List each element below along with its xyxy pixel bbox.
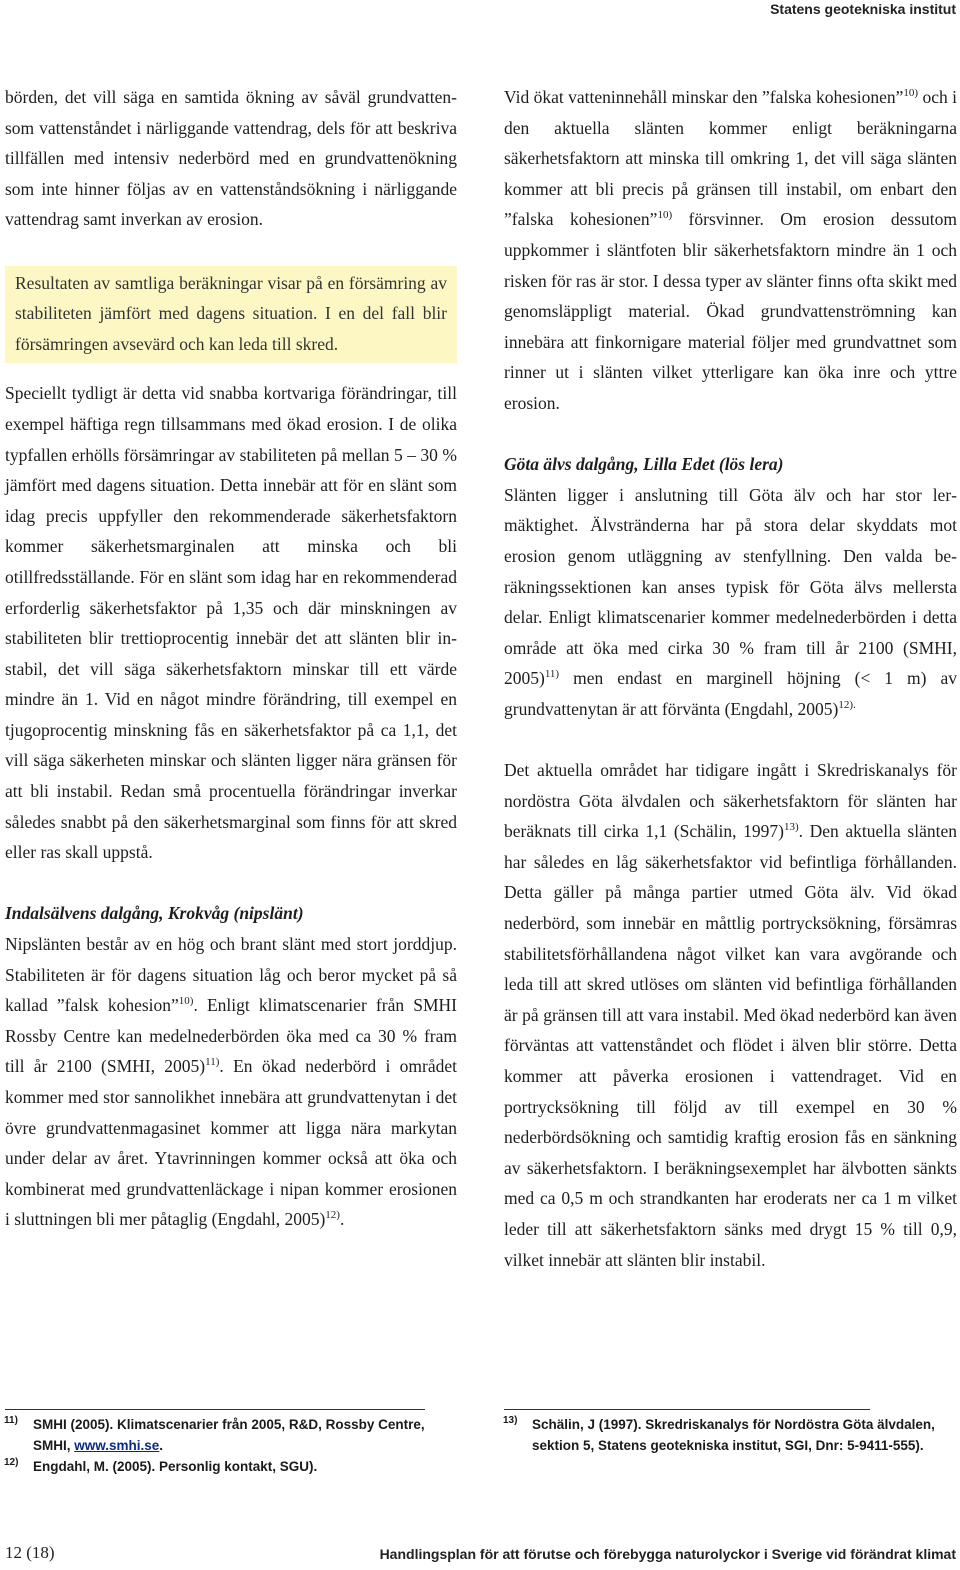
section-heading: Indalsälvens dalgång, Krokvåg (nipslänt)	[5, 903, 304, 924]
body-paragraph: börden, det vill säga en samtida ökning av såväl grundvatten- som vattenståndet i närliggande vattendrag, dels för att beskriva tillfällen med intensiv nederbörd med en grundvattenökning som inte hinner följas av en vattenståndsökning i närliggande vattendrag samt inverkan av erosion.	[5, 87, 457, 230]
footnote-number: 12)	[4, 1457, 19, 1468]
page-number: 12 (18)	[5, 1543, 55, 1562]
body-paragraph: Slänten ligger i anslutning till Göta älv och har stor lermäktighet. Älvstränderna har på stora delar skyddats mot erosion genom utläggning av stenfyllning. Den valda beräkningssektionen kan anses typisk för Göta älvs mellersta delar. Enligt klimatscenarier kommer medelnederbörden i detta område att öka med cirka 30 % fram till år 2100 (SMHI, 2005)$^{11)}$ men endast en marginell höjning (< 1 m) av grundvattenytan är att förvänta (Engdahl, 2005)$^{12).}$	[504, 484, 957, 719]
footnote-ref: 12).	[838, 698, 856, 711]
footnotes-left	[4, 1414, 444, 1477]
running-footer-title: Handlingsplan för att förutse och förebygga naturolyckor i Sverige vid förändrat klimat	[379, 1546, 956, 1562]
footnote-text: SMHI (2005). Klimatscenarier från 2005, R&D, Rossby Centre, SMHI, www.smhi.se.	[33, 1417, 425, 1453]
highlight-text: Resultaten av samtliga beräkningar visar på en försämring av stabiliteten jämfört med dagens situation. I en del fall blir försämringen avsevärd och kan leda till skred.	[15, 272, 447, 354]
footnote-number: 11)	[4, 1415, 18, 1426]
running-header: Statens geotekniska institut	[770, 1, 956, 17]
footnote-13	[503, 1414, 943, 1456]
body-paragraph: Det aktuella området har tidigare ingått i Skredriskanalys för nordöstra Göta älvdalen och säkerhetsfaktorn för slänten har beräknats till cirka 1,1 (Schälin, 1997)$^{13)}$. Den aktuella slänten har således en låg säkerhetsfaktor vid befintliga förhållanden. Detta gäller på många partier utmed Göta älv. Vid ökad nederbörd, som innebär en måttlig portrycksökning, försämras stabilitetsförhållandena något vilket kan vara avgörande och leda till att skred utlöses om slänten vid befintliga förhållanden är på gränsen till att vara instabil. Med ökad nederbörd kan även förväntas att vattenståndet och flödet i älven blir större. Detta kommer att påverka erosionen i vattendraget. Vid en portrycksökning till följd av till exempel en 30 % nederbördsökning och samtidig kraftig erosion fås en sänkning av säkerhetsfaktorn. I beräkningsexemplet har älvbotten sänkts med ca 0,5 m och strandkanten har eroderats ner ca 1 m vilket leder till att säkerhetsfaktorn sänks med drygt 15 % till 0,9, vilket innebär att slänten blir instabil.	[504, 760, 957, 1270]
body-paragraph: Speciellt tydligt är detta vid snabba kortvariga förändringar, till exempel häftiga regn tillsammans med ökad erosion. I de olika typfallen erhölls försämringar av stabiliteten på mellan 5 – 30 % jämfört med dagens situation. Detta innebär att för en slänt som idag precis uppfyller den rekommenderade säkerhetsfaktorn kommer säkerhetsmarginalen att minska och bli otillfredsställande. För en slänt som idag har en rekommenderad erforderlig säkerhetsfaktor på 1,35 och där minskningen av stabiliteten blir trettioprocentig innebär det att slänten blir instabil, det vill säga säkerhetsfaktorn minskar till ett värde mindre än 1. Vid en något mindre förändring, till exempel en tjugoprocentig minskning fås en säkerhetsfaktor på ca 1,1, det vill säga säkerheten minskar och slänten ligger nära gränsen för att bli instabil. Redan små procentuella förändringar inverkar således snabbt på den säkerhetsmarginal som finns för att skred eller ras skall uppstå.	[5, 383, 457, 863]
footnote-ref: 10)	[178, 995, 194, 1008]
footnote-ref: 10)	[903, 87, 919, 99]
footnotes-right	[503, 1414, 943, 1456]
footnote-ref: 10)	[657, 209, 673, 222]
footnote-12	[4, 1456, 444, 1477]
highlight-box	[5, 266, 457, 364]
footnote-11	[4, 1414, 444, 1456]
body-paragraph: Nipslänten består av en hög och brant slänt med stort jorddjup. Stabiliteten är för dagens situation låg och beror mycket på så kallad ”falsk kohesion”$^{10)}$. Enligt klimatscenarier från SMHI Rossby Centre kan medelnederbörden öka med ca 30 % fram till år 2100 (SMHI, 2005)$^{11)}$. En ökad nederbörd i området kommer med stor sannolikhet innebära att grundvattenytan i det övre grundvattenmagasinet kommer att ligga nära markytan under delar av året. Ytavrinningen kommer också att öka och kombinerat med grundvattenläckage i nipan kommer erosionen i sluttningen bli mer påtaglig (Engdahl, 2005)$^{12)}$.	[5, 934, 457, 1230]
footnote-text: Schälin, J (1997). Skredriskanalys för Nordöstra Göta älvdalen, sektion 5, Statens geotekniska institut, SGI, Dnr: 5-9411-555).	[532, 1417, 935, 1453]
footnote-ref: 11)	[544, 668, 560, 681]
footnote-number: 13)	[503, 1415, 518, 1426]
smhi-link[interactable]: www.smhi.se	[74, 1438, 160, 1453]
footnote-text: Engdahl, M. (2005). Personlig kontakt, SGU).	[33, 1459, 318, 1474]
footnote-ref: 12)	[325, 1209, 340, 1222]
footnote-divider	[5, 1409, 425, 1410]
section-heading: Göta älvs dalgång, Lilla Edet (lös lera)	[504, 454, 784, 475]
footnote-ref: 13)	[783, 821, 799, 834]
right-column	[504, 82, 957, 1275]
footnote-ref: 11)	[205, 1056, 220, 1069]
left-column	[5, 82, 457, 1235]
footnote-divider	[504, 1409, 870, 1410]
body-paragraph: Vid ökat vatteninnehåll minskar den ”falska kohesionen”$^{10)}$ och i den aktuella slänten kommer enligt beräkningarna säkerhetsfaktorn att minska till omkring 1, det vill säga slänten kommer att bli precis på gränsen till instabil, om enbart den ”falska kohesionen”$^{10)}$ försvinner. Om erosion dessutom uppkommer i släntfoten blir säkerhetsfaktorn mindre än 1 och risken för ras är stor. I dessa typer av slänter finns ofta skikt med genomsläppligt material. Ökad grundvattenströmning kan innebära att finkornigare material följer med grundvattnet som rinner ut i slänten vilket ytterligare kan öka inre och yttre erosion.	[504, 87, 957, 413]
